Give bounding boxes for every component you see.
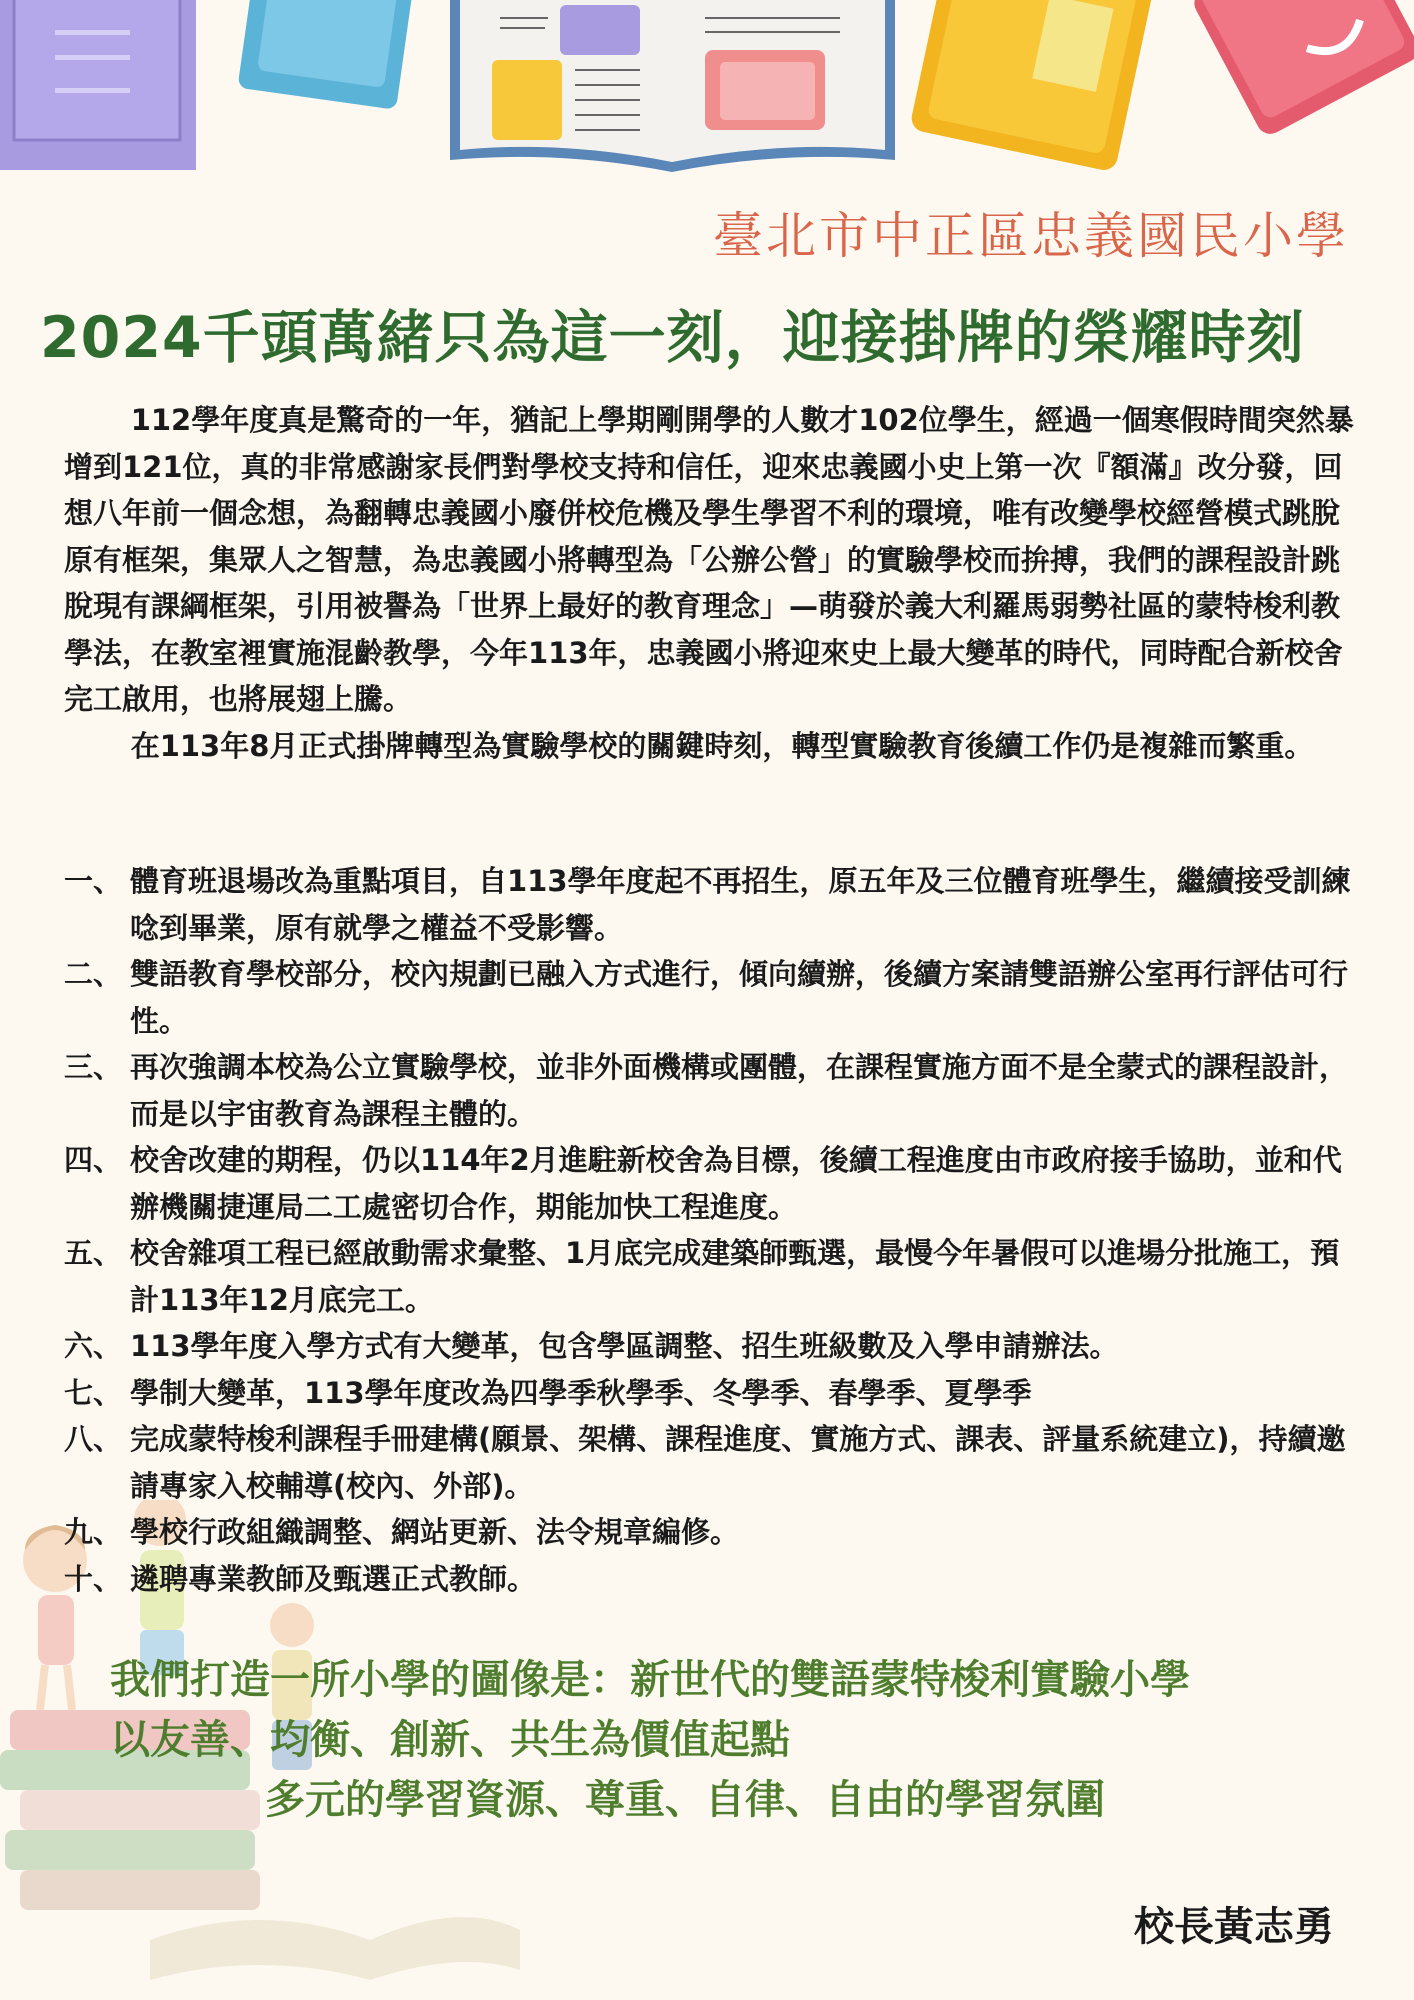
intro-paragraph-2: 在113年8月正式掛牌轉型為實驗學校的關鍵時刻，轉型實驗教育後續工作仍是複雜而繁重。 bbox=[130, 728, 1314, 763]
list-item-text: 學制大變革，113學年度改為四學季秋學季、冬學季、春學季、夏學季 bbox=[130, 1375, 1032, 1410]
list-item-number: 八、 bbox=[64, 1422, 123, 1456]
list-item-text: 113學年度入學方式有大變革，包含學區調整、招生班級數及入學申請辦法。 bbox=[130, 1329, 1119, 1363]
list-item-number: 四、 bbox=[64, 1143, 123, 1177]
list-item-text: 雙語教育學校部分，校內規劃已融入方式進行，傾向續辦，後續方案請雙語辦公室再行評估可行性。 bbox=[130, 957, 1349, 1038]
list-item-number: 十、 bbox=[64, 1561, 123, 1596]
intro-paragraph-1: 112學年度真是驚奇的一年，猶記上學期剛開學的人數才102位學生，經過一個寒假時間突然暴增到121位，真的非常感謝家長們對學校支持和信任，迎來忠義國小史上第一次『額滿』改分發，回想八年前一個念想，為翻轉忠義國小廢併校危機及學生學習不利的環境，唯有改變學校經營模式跳脫原有框架，集眾人之智慧，為忠義國小將轉型為「公辦公營」的實驗學校而拚搏，我們的課程設計跳脫現有課綱框架，引用被譽為「世界上最好的教育理念」—萌發於義大利羅馬弱勢社區的蒙特梭利教學法，在教室裡實施混齡教學，今年113年，忠義國小將迎來史上最大變革的時代，同時配合新校舍完工啟用，也將展翅上騰。 bbox=[64, 403, 1354, 716]
list-item-text: 完成蒙特梭利課程手冊建構(願景、架構、課程進度、實施方式、課表、評量系統建立)，持續邀請專家入校輔導(校內、外部)。 bbox=[130, 1422, 1346, 1503]
list-item-number: 九、 bbox=[64, 1515, 123, 1549]
list-item-number: 三、 bbox=[64, 1050, 123, 1084]
list-item-text: 學校行政組織調整、網站更新、法令規章編修。 bbox=[130, 1515, 740, 1549]
vision-line-1: 我們打造一所小學的圖像是：新世代的雙語蒙特梭利實驗小學 bbox=[110, 1657, 1190, 1703]
list-item bbox=[64, 1044, 1354, 1137]
books-illustration-top bbox=[0, 0, 1414, 175]
list-item-number: 五、 bbox=[64, 1236, 123, 1270]
list-item-text: 體育班退場改為重點項目，自113學年度起不再招生，原五年及三位體育班學生，繼續接受訓練唸到畢業，原有就學之權益不受影響。 bbox=[130, 864, 1351, 945]
list-item-text: 再次強調本校為公立實驗學校，並非外面機構或團體，在課程實施方面不是全蒙式的課程設計，而是以宇宙教育為課程主體的。 bbox=[130, 1050, 1349, 1131]
list-item bbox=[64, 858, 1354, 951]
list-item-text: 遴聘專業教師及甄選正式教師。 bbox=[130, 1561, 537, 1596]
list-item bbox=[64, 951, 1354, 1044]
list-item-number: 一、 bbox=[64, 864, 123, 898]
list-item bbox=[64, 1323, 1354, 1370]
list-item bbox=[64, 1416, 1354, 1509]
list-item-text: 校舍雜項工程已經啟動需求彙整、1月底完成建築師甄選，最慢今年暑假可以進場分批施工，預計113年12月底完工。 bbox=[130, 1236, 1340, 1317]
list-item bbox=[64, 1370, 1354, 1417]
list-item-number: 六、 bbox=[64, 1329, 123, 1363]
vision-statement bbox=[110, 1650, 1190, 1830]
task-list bbox=[64, 858, 1354, 1602]
list-item-number: 七、 bbox=[64, 1375, 123, 1410]
intro-text bbox=[64, 397, 1354, 769]
list-item bbox=[64, 1556, 1354, 1603]
vision-line-2: 以友善、均衡、創新、共生為價值起點 bbox=[110, 1717, 790, 1763]
list-item-number: 二、 bbox=[64, 957, 123, 991]
page-title: 2024千頭萬緒只為這一刻，迎接掛牌的榮耀時刻 bbox=[40, 305, 1305, 371]
vision-line-3: 多元的學習資源、尊重、自律、自由的學習氛圍 bbox=[265, 1777, 1105, 1823]
list-item-text: 校舍改建的期程，仍以114年2月進駐新校舍為目標，後續工程進度由市政府接手協助，並和代辦機關捷運局二工處密切合作，期能加快工程進度。 bbox=[130, 1143, 1342, 1224]
school-name: 臺北市中正區忠義國民小學 bbox=[713, 207, 1349, 265]
principal-signature: 校長黃志勇 bbox=[1134, 1904, 1334, 1950]
list-item bbox=[64, 1230, 1354, 1323]
list-item bbox=[64, 1509, 1354, 1556]
list-item bbox=[64, 1137, 1354, 1230]
